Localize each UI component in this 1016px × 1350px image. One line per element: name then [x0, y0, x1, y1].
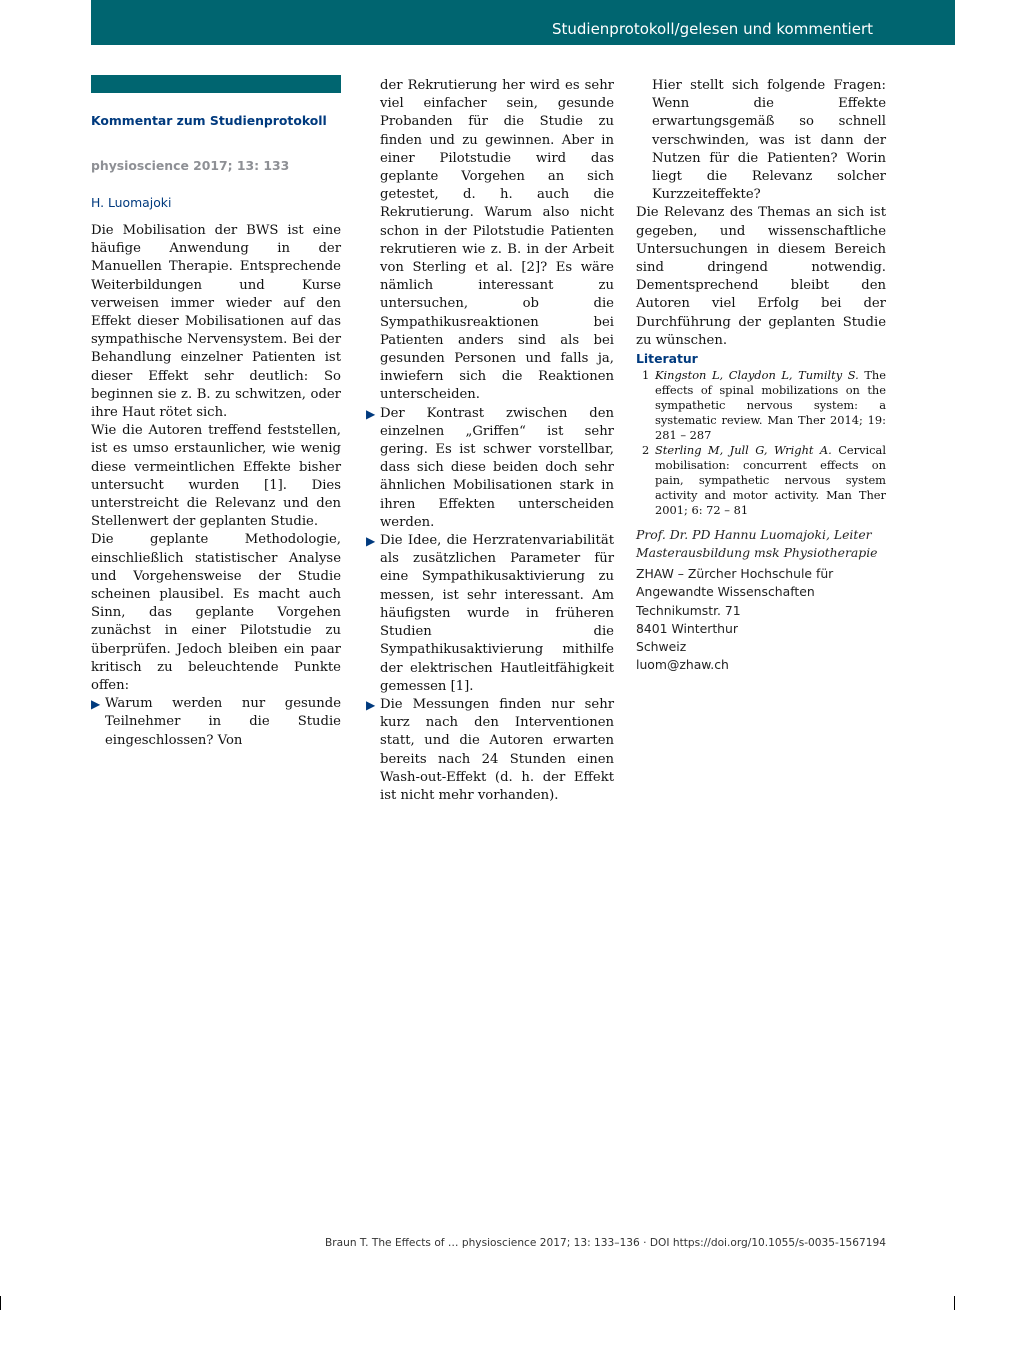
bullet-continuation: der Rekrutierung her wird es sehr viel einfacher sein, gesunde Probanden für die Studie zu finden und zu gewinnen. Aber in einer Pilotstudie wird das geplante Vorgehen an sich getestet, d. h. auch die Rekrutierung. Warum also nicht schon in der Pilotstudie Patienten rekrutieren wie z. B. in der Arbeit von Sterling et al. [2]? Es wäre nämlich interessant zu untersuchen, ob die Sympathikusreaktionen bei Patienten anders sind als bei gesunden Personen und falls ja, inwiefern sich die Reaktionen unterscheiden.	[380, 78, 614, 403]
paragraph: Die Mobilisation der BWS ist eine häufige Anwendung in der Manuellen Therapie. Entsprechende Weiterbildungen und Kurse verweisen immer wieder auf den Effekt dieser Mobilisationen auf das sympathische Nervensystem. Bei der Behandlung einzelner Patienten ist dieser Effekt sehr deutlich: So beginnen sie z. B. zu schwitzen, oder ihre Haut rötet sich.	[91, 223, 341, 421]
bullet-text: Der Kontrast zwischen den einzelnen „Griffen“ ist sehr gering. Es ist schwer vorstellbar, dass sich diese beiden doch sehr ähnlichen Mobilisationen stark in ihren Effekten unterscheiden werden.	[380, 405, 614, 530]
bullet-item	[366, 532, 614, 696]
triangle-bullet-icon: ▶	[366, 406, 376, 421]
bullet-text: Warum werden nur gesunde Teilnehmer in die Studie eingeschlossen? Von	[105, 696, 341, 748]
reference-item	[636, 443, 886, 518]
reference-number: 1	[642, 368, 650, 383]
paragraph: Die Relevanz des Themas an sich ist gegeben, und wissenschaftliche Untersuchungen in diesem Bereich sind dringend notwendig. Dementsprechend bleibt den Autoren viel Erfolg bei der Durchführung der geplanten Studie zu wünschen.	[636, 205, 886, 348]
section-accent-bar	[91, 75, 341, 93]
city: 8401 Winterthur	[636, 620, 738, 636]
footer-citation: Braun T. The Effects of … physioscience 2017; 13: 133–136 · DOI https://doi.org/10.1055/s-0035-1567194	[325, 1237, 886, 1249]
crop-mark	[0, 1296, 1, 1310]
email-address: luom@zhaw.ch	[636, 657, 729, 673]
section-title: Studienprotokoll/gelesen und kommentiert	[551, 20, 873, 38]
author-name: H. Luomajoki	[91, 195, 172, 210]
institution: ZHAW – Zürcher Hochschule für Angewandte Wissenschaften	[636, 566, 834, 600]
triangle-bullet-icon: ▶	[366, 534, 376, 549]
reference-authors: Kingston L, Claydon L, Tumilty S.	[655, 368, 859, 383]
bullet-text: Die Messungen finden nur sehr kurz nach den Interventionen statt, und die Autoren erwarten bereits nach 24 Stunden einen Wash-out-Effekt (d. h. der Effekt ist nicht mehr vorhanden).	[380, 696, 614, 803]
triangle-bullet-icon: ▶	[91, 697, 101, 712]
reference-number: 2	[642, 443, 650, 458]
triangle-bullet-icon: ▶	[366, 697, 376, 712]
journal-reference: physioscience 2017; 13: 133	[91, 158, 290, 173]
reference-item	[636, 368, 886, 443]
bullet-continuation: Hier stellt sich folgende Fragen: Wenn die Effekte erwartungsgemäß so schnell verschwinden, was ist dann der Nutzen für die Patienten? Worin liegt die Relevanz solcher Kurzzeiteffekte?	[652, 78, 886, 203]
header-divider	[975, 0, 978, 45]
bullet-item	[366, 405, 614, 532]
column-2	[366, 77, 614, 805]
reference-list	[636, 368, 886, 518]
paragraph: Wie die Autoren treffend feststellen, ist es umso erstaunlicher, wie wenig diese vermeintlichen Effekte bisher untersucht wurden [1]. Dies unterstreicht die Relevanz und den Stellenwert der geplanten Studie.	[91, 423, 341, 530]
address-block	[636, 565, 886, 674]
kommentar-title: Kommentar zum Studienprotokoll	[91, 113, 327, 128]
reference-text: Cervical mobilisation: concurrent effects on pain, sympathetic nervous system activity and motor activity. Man Ther 2001; 6: 72 – 81	[655, 443, 886, 518]
reference-authors: Sterling M, Jull G, Wright A.	[655, 443, 832, 458]
reference-text: The effects of spinal mobilizations on the sympathetic nervous system: a systematic review. Man Ther 2014; 19: 281 – 287	[655, 368, 886, 443]
bullet-item	[91, 695, 341, 750]
bullet-item	[366, 696, 614, 805]
bullet-text: Die Idee, die Herzratenvariabilität als zusätzlichen Parameter für eine Sympathikusaktivierung zu messen, ist sehr interessant. Am häufigsten wurde in früheren Studien die Sympathikusaktivierung mithilfe der elektrischen Hautleitfähigkeit gemessen [1].	[380, 533, 614, 694]
street: Technikumstr. 71	[636, 602, 741, 618]
page-number: 133	[987, 20, 1016, 38]
country: Schweiz	[636, 639, 687, 655]
paragraph: Die geplante Methodologie, einschließlich statistischer Analyse und Vorgehensweise der Studie scheinen plausibel. Es macht auch Sinn, das geplante Vorgehen zunächst in einer Pilotstudie zu überprüfen. Jedoch bleiben ein paar kritisch zu beleuchtende Punkte offen:	[91, 532, 341, 694]
header-bar	[91, 0, 1016, 45]
column-1	[91, 222, 341, 750]
crop-mark	[954, 1296, 955, 1310]
literatur-heading: Literatur	[636, 351, 698, 367]
author-affiliation: Prof. Dr. PD Hannu Luomajoki, Leiter Masterausbildung msk Physiotherapie	[636, 527, 878, 561]
column-3	[636, 77, 886, 674]
